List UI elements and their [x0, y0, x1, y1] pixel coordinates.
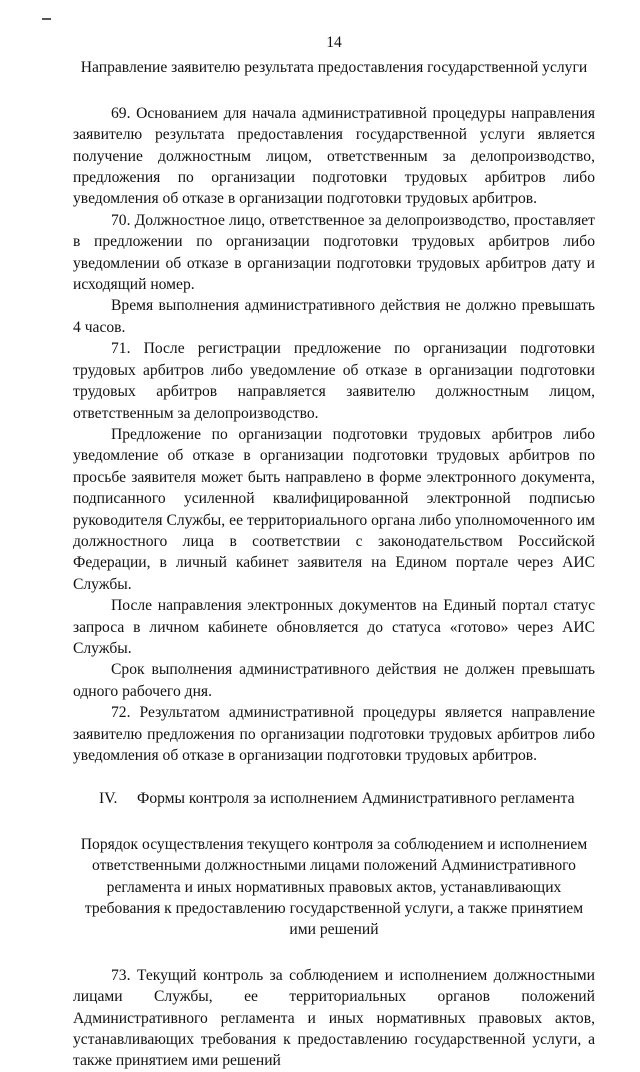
paragraph-71-deadline: Срок выполнения административного действия не должен превышать одного рабочего дня. — [73, 661, 595, 700]
paragraph-70: 70. Должностное лицо, ответственное за делопроизводство, проставляет в предложении по организации подготовки трудовых арбитров либо уведомлении об отказе в организации подготовки трудовых арбитров дату и исходящий номер. — [73, 211, 595, 294]
paragraph-69: 69. Основанием для начала административной процедуры направления заявителю результата предоставления государственной услуги является получение должностным лицом, ответственным за делопроизводство, предложения по организации подготовки трудовых арбитров либо уведомления об отказе в организации подготовки трудовых арбитров. — [73, 104, 595, 208]
document-page — [73, 32, 595, 1072]
page-number: 14 — [326, 34, 342, 51]
chapter-title: Формы контроля за исполнением Административного регламента — [137, 790, 575, 808]
paragraph-72: 72. Результатом административной процедуры является направление заявителю предложения по организации подготовки трудовых арбитров либо уведомления об отказе в организации подготовки трудовых арбитров. — [73, 704, 595, 764]
chapter-heading — [73, 788, 595, 809]
paragraph-73: 73. Текущий контроль за соблюдением и исполнением должностными лицами Службы, ее территориальных органов положений Административного регламента и иных нормативных правовых актов, устанавливающих требования к предоставлению государственной услуги, а также принятием ими решений — [73, 966, 595, 1070]
subsection-heading: Порядок осуществления текущего контроля за соблюдением и исполнением ответственными должностными лицами положений Административного регламента и иных нормативных правовых актов, устанавливающих требования к предоставлению государственной услуги, а также принятием ими решений — [80, 835, 588, 939]
paragraph-70-time: Время выполнения административного действия не должно превышать 4 часов. — [73, 297, 595, 336]
paragraph-71-status: После направления электронных документов на Единый портал статус запроса в личном кабинете обновляется до статуса «готово» через АИС Службы. — [73, 597, 595, 657]
section-heading: Направление заявителю результата предоставления государственной услуги — [80, 59, 588, 77]
scan-mark — [42, 18, 51, 20]
paragraph-71-electronic: Предложение по организации подготовки трудовых арбитров либо уведомление об отказе в организации подготовки трудовых арбитров по просьбе заявителя может быть направлено в форме электронного документа, подписанного усиленной квалифицированной электронной подписью руководителя Службы, ее территориального органа либо уполномоченного им должностного лица в соответствии с законодательством Российской Федерации, в личный кабинет заявителя на Едином портале через АИС Службы. — [73, 425, 595, 593]
chapter-number: IV. — [99, 790, 118, 808]
paragraph-71: 71. После регистрации предложение по организации подготовки трудовых арбитров либо уведомление об отказе в организации подготовки трудовых арбитров направляется заявителю должностным лицом, ответственным за делопроизводство. — [73, 340, 595, 422]
